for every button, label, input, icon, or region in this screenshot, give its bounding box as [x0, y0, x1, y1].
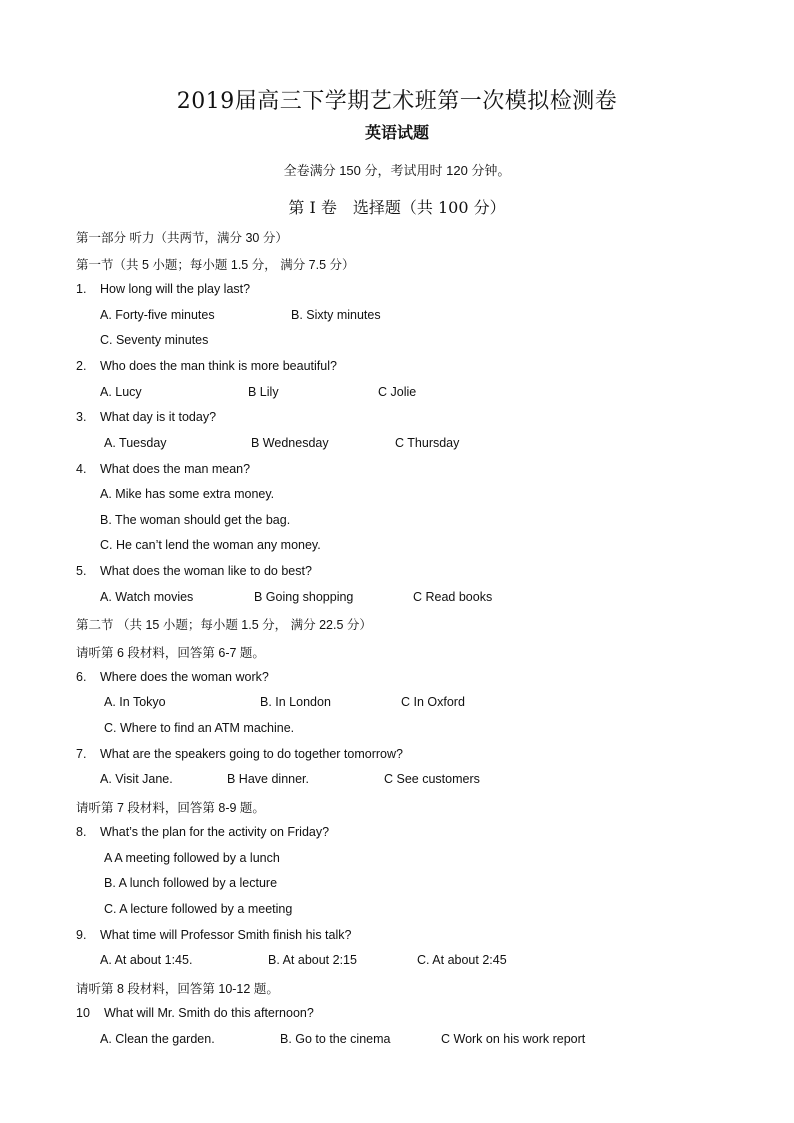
option: A. Tuesday: [104, 436, 167, 450]
option: C. He can’t lend the woman any money.: [100, 538, 321, 552]
option: A. In Tokyo: [104, 695, 166, 709]
question-number: 8.: [76, 825, 87, 839]
option: C Read books: [413, 590, 493, 604]
document-title: 2019届高三下学期艺术班第一次模拟检测卷: [176, 89, 618, 114]
question-number: 3.: [76, 410, 87, 424]
option: A. Forty-five minutes: [100, 308, 215, 322]
question-text: Where does the woman work?: [100, 670, 269, 684]
option: C Jolie: [378, 385, 417, 399]
question-1: [0, 282, 794, 300]
option: C. Seventy minutes: [100, 333, 209, 347]
question-number: 2.: [76, 359, 87, 373]
option: B Wednesday: [251, 436, 329, 450]
question-text: What does the woman like to do best?: [100, 564, 312, 578]
option: B. The woman should get the bag.: [100, 513, 291, 527]
exam-note: 全卷满分 150 分，考试用时 120 分钟。: [283, 163, 511, 178]
option: B Going shopping: [254, 590, 354, 604]
question-2: [0, 359, 794, 377]
question-text: What’s the plan for the activity on Friday?: [100, 825, 330, 839]
option: B Lily: [248, 385, 279, 399]
question-3: [0, 410, 794, 428]
option: A. Mike has some extra money.: [100, 487, 275, 501]
option: A. Clean the garden.: [100, 1032, 215, 1046]
option: C. At about 2:45: [417, 953, 507, 967]
question-text: What time will Professor Smith finish his talk?: [100, 928, 352, 942]
option: B. At about 2:15: [268, 953, 357, 967]
question-6: [0, 670, 794, 688]
option: B Have dinner.: [227, 772, 309, 786]
option: A. Watch movies: [100, 590, 194, 604]
instruction-passage-6: 请听第 6 段材料，回答第 6-7 题。: [76, 646, 265, 660]
option: C See customers: [384, 772, 480, 786]
question-number: 4.: [76, 462, 87, 476]
option: B. Sixty minutes: [291, 308, 381, 322]
question-number: 1.: [76, 282, 87, 296]
option: A. At about 1:45.: [100, 953, 193, 967]
question-number: 5.: [76, 564, 87, 578]
section1-heading: 第一节（共 5 小题；每小题 1.5 分， 满分 7.5 分）: [76, 258, 355, 272]
instruction-passage-7: 请听第 7 段材料，回答第 8-9 题。: [76, 801, 265, 815]
option: C Work on his work report: [441, 1032, 586, 1046]
question-number: 9.: [76, 928, 87, 942]
question-text: What does the man mean?: [100, 462, 251, 476]
option: B. Go to the cinema: [280, 1032, 391, 1046]
option: C. A lecture followed by a meeting: [104, 902, 293, 916]
question-9: [0, 928, 794, 946]
option: A. Lucy: [100, 385, 142, 399]
question-text: How long will the play last?: [100, 282, 251, 296]
question-5: [0, 564, 794, 582]
question-text: Who does the man think is more beautiful?: [100, 359, 337, 373]
instruction-passage-8: 请听第 8 段材料，回答第 10-12 题。: [76, 982, 279, 996]
option: C Thursday: [395, 436, 460, 450]
option: C In Oxford: [401, 695, 465, 709]
question-number: 10: [76, 1006, 90, 1020]
option: B. A lunch followed by a lecture: [104, 876, 278, 890]
part1-heading: 第一部分 听力（共两节，满分 30 分）: [76, 231, 288, 245]
volume-heading: 第 I 卷 选择题（共 100 分）: [288, 198, 506, 217]
question-8: [0, 825, 794, 843]
document-subtitle: 英语试题: [364, 123, 429, 142]
question-number: 7.: [76, 747, 87, 761]
option: A. Visit Jane.: [100, 772, 173, 786]
question-text: What day is it today?: [100, 410, 217, 424]
option: B. In London: [260, 695, 331, 709]
section2-heading: 第二节 （共 15 小题；每小题 1.5 分， 满分 22.5 分）: [76, 618, 372, 632]
question-text: What are the speakers going to do together tomorrow?: [100, 747, 403, 761]
question-10: [0, 1006, 794, 1024]
option: A A meeting followed by a lunch: [104, 851, 280, 865]
question-7: [0, 747, 794, 765]
question-number: 6.: [76, 670, 87, 684]
option: C. Where to find an ATM machine.: [104, 721, 295, 735]
question-text: What will Mr. Smith do this afternoon?: [104, 1006, 314, 1020]
question-4: [0, 462, 794, 480]
